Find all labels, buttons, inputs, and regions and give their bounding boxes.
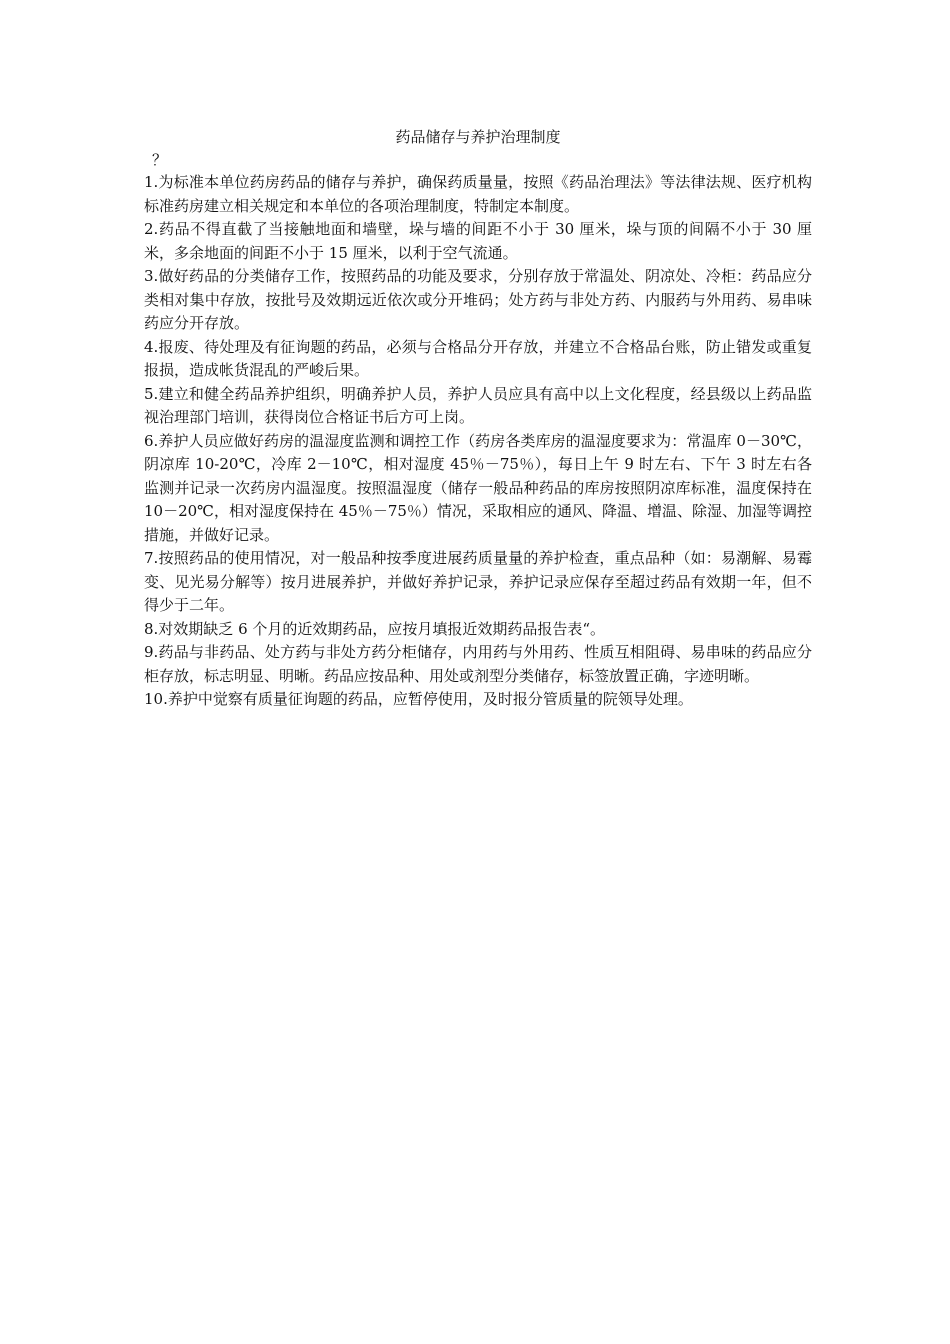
paragraph-5: 5.建立和健全药品养护组织，明确养护人员，养护人员应具有高中以上文化程度，经县级以上药品监视治理部门培训，获得岗位合格证书后方可上岗。 — [144, 384, 812, 426]
paragraph-9: 9.药品与非药品、处方药与非处方药分柜储存，内用药与外用药、性质互相阻碍、易串味的药品应分柜存放，标志明显、明晰。药品应按品种、用处或剂型分类储存，标签放置正确，字迹明晰。 — [144, 643, 812, 685]
paragraph-8: 8.对效期缺乏 6 个月的近效期药品，应按月填报近效期药品报告表“。 — [144, 619, 606, 638]
question-mark: ？ — [152, 151, 168, 169]
paragraph-1: 1.为标准本单位药房药品的储存与养护，确保药质量量，按照《药品治理法》等法律法规、医疗机构标准药房建立相关规定和本单位的各项治理制度，特制定本制度。 — [144, 173, 812, 215]
paragraph-7: 7.按照药品的使用情况，对一般品种按季度进展药质量量的养护检查，重点品种（如：易潮解、易霉变、见光易分解等）按月进展养护，并做好养护记录，养护记录应保存至超过药品有效期一年，但不得少于二年。 — [144, 549, 812, 614]
paragraph-2: 2.药品不得直截了当接触地面和墙壁，垛与墙的间距不小于 30 厘米，垛与顶的间隔不小于 30 厘米，多余地面的间距不小于 15 厘米，以利于空气流通。 — [144, 220, 812, 262]
paragraph-4: 4.报废、待处理及有征询题的药品，必须与合格品分开存放，并建立不合格品台账，防止错发或重复报损，造成帐货混乱的严峻后果。 — [144, 337, 812, 379]
paragraph-3: 3.做好药品的分类储存工作，按照药品的功能及要求，分别存放于常温处、阴凉处、冷柜：药品应分类相对集中存放，按批号及效期远近依次或分开堆码；处方药与非处方药、内服药与外用药、易串味药应分开存放。 — [144, 267, 812, 332]
paragraph-10: 10.养护中觉察有质量征询题的药品，应暂停使用，及时报分管质量的院领导处理。 — [144, 690, 693, 708]
document-body — [144, 125, 812, 712]
paragraph-6: 6.养护人员应做好药房的温湿度监测和调控工作（药房各类库房的温湿度要求为：常温库 0－30℃，阴凉库 10-20℃，冷库 2－10℃，相对湿度 45％－75％），每日上午 9 时左右、下午 3 时左右各监测并记录一次药房内温湿度。按照温湿度（储存一般品种药品的库房按照阴凉库标准，温度保持在 10－20℃，相对湿度保持在 45％－75％）情况，采取相应的通风、降温、增温、除湿、加湿等调控措施，并做好记录。 — [144, 431, 812, 544]
document-title: 药品储存与养护治理制度 — [395, 128, 561, 146]
